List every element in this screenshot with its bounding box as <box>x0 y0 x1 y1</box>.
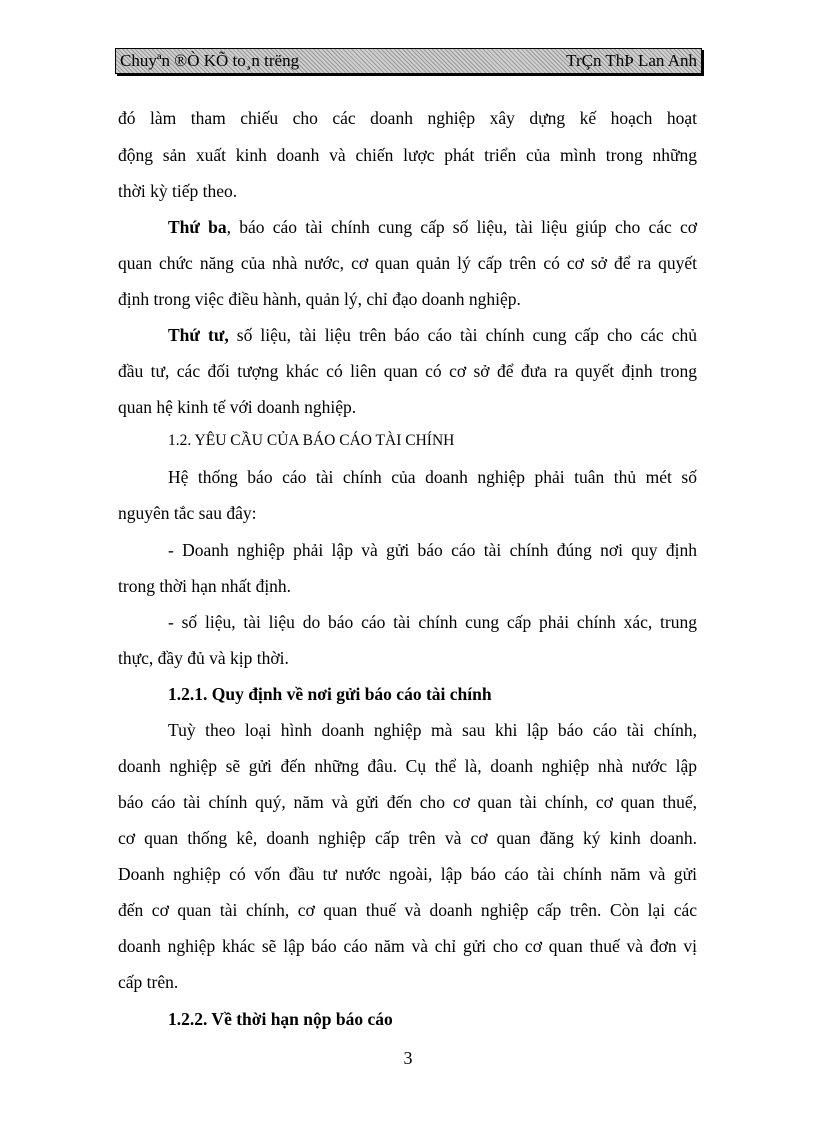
body-line: doanh nghiệp sẽ gửi đến những đâu. Cụ thể là, doanh nghiệp nhà nước lập <box>118 756 697 776</box>
bold-term: Thứ tư, <box>168 325 229 345</box>
header-author: TrÇn ThÞ Lan Anh <box>566 51 697 70</box>
body-line: báo cáo tài chính quý, năm và gửi đến cho cơ quan tài chính, cơ quan thuế, <box>118 792 697 812</box>
body-line: đầu tư, các đối tượng khác có liên quan có cơ sở để đưa ra quyết định trong <box>118 361 697 381</box>
header-title: Chuyªn ®Ò KÕ to¸n trëng <box>120 51 300 70</box>
body-line: Doanh nghiệp có vốn đầu tư nước ngoài, lập báo cáo tài chính năm và gửi <box>118 864 697 884</box>
body-line: - Doanh nghiệp phải lập và gửi báo cáo tài chính đúng nơi quy định <box>168 540 697 560</box>
body-line: định trong việc điều hành, quản lý, chỉ đạo doanh nghiệp. <box>118 289 521 309</box>
body-line: Thứ tư, số liệu, tài liệu trên báo cáo tài chính cung cấp cho các chủ <box>168 325 697 345</box>
body-line: nguyên tắc sau đây: <box>118 503 257 523</box>
body-line: cơ quan thống kê, doanh nghiệp cấp trên và cơ quan đăng ký kinh doanh. <box>118 828 697 848</box>
body-line: đến cơ quan tài chính, cơ quan thuế và doanh nghiệp cấp trên. Còn lại các <box>118 900 697 920</box>
body-line: quan chức năng của nhà nước, cơ quan quản lý cấp trên có cơ sở để ra quyết <box>118 253 697 273</box>
body-line: thời kỳ tiếp theo. <box>118 181 238 201</box>
running-header <box>115 48 702 74</box>
body-line: Tuỳ theo loại hình doanh nghiệp mà sau khi lập báo cáo tài chính, <box>168 720 697 740</box>
body-line: quan hệ kinh tế với doanh nghiệp. <box>118 397 357 417</box>
body-line: doanh nghiệp khác sẽ lập báo cáo năm và chỉ gửi cho cơ quan thuế và đơn vị <box>118 936 697 956</box>
body-line: cấp trên. <box>118 972 179 992</box>
page-number: 3 <box>403 1048 413 1068</box>
subsection-heading: 1.2.1. Quy định về nơi gửi báo cáo tài chính <box>168 684 492 704</box>
body-line: động sản xuất kinh doanh và chiến lược phát triển của mình trong những <box>118 145 697 165</box>
body-line: - số liệu, tài liệu do báo cáo tài chính cung cấp phải chính xác, trung <box>168 612 697 632</box>
body-line: Hệ thống báo cáo tài chính của doanh nghiệp phải tuân thủ mét số <box>168 467 697 487</box>
body-line: trong thời hạn nhất định. <box>118 576 292 596</box>
bold-term: Thứ ba <box>168 217 227 237</box>
subsection-heading: 1.2.2. Về thời hạn nộp báo cáo <box>168 1009 393 1029</box>
section-heading: 1.2. YÊU CẦU CỦA BÁO CÁO TÀI CHÍNH <box>168 432 455 449</box>
body-line: Thứ ba, báo cáo tài chính cung cấp số liệu, tài liệu giúp cho các cơ <box>168 217 698 237</box>
body-line: thực, đầy đủ và kịp thời. <box>118 648 289 668</box>
body-line: đó làm tham chiếu cho các doanh nghiệp xây dựng kế hoạch hoạt <box>118 108 697 128</box>
